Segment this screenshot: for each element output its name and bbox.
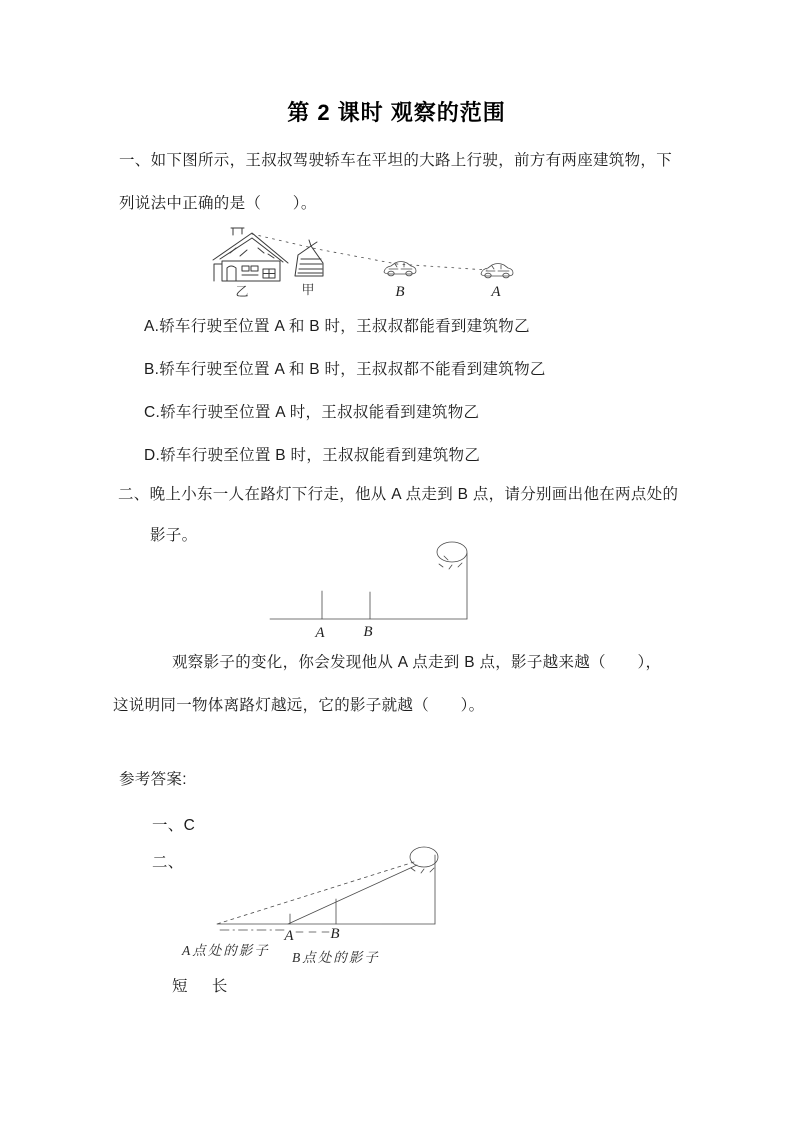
street-lamp-icon <box>410 847 438 924</box>
question1-figure <box>200 223 530 303</box>
light-ray-b <box>288 865 417 924</box>
shadow-b-caption: B点处的影子 <box>292 950 380 965</box>
label-car-a: A <box>491 284 501 300</box>
label-car-b: B <box>395 284 405 300</box>
car-a-icon <box>481 264 513 278</box>
answer2-figure <box>178 843 478 973</box>
house-near-icon <box>295 240 323 276</box>
question1-option-d: D.轿车行驶至位置 B 时，王叔叔能看到建筑物乙 <box>144 447 481 464</box>
car-b-icon <box>384 262 416 276</box>
sight-line-dashed <box>252 234 487 270</box>
question1-option-b: B.轿车行驶至位置 A 和 B 时，王叔叔都不能看到建筑物乙 <box>144 361 546 378</box>
house-far-icon <box>213 228 288 281</box>
answer-blank-1: 短 <box>172 978 188 995</box>
label-point-a: A <box>284 928 294 944</box>
question1-line1: 一、如下图所示，王叔叔驾驶轿车在平坦的大路上行驶，前方有两座建筑物，下 <box>119 152 673 169</box>
question1-option-c: C.轿车行驶至位置 A 时，王叔叔能看到建筑物乙 <box>144 404 480 421</box>
question2-line2: 影子。 <box>150 527 198 544</box>
answer-blank-2: 长 <box>211 978 228 995</box>
question1-option-a: A.轿车行驶至位置 A 和 B 时，王叔叔都能看到建筑物乙 <box>144 318 530 335</box>
answer-2-blanks <box>172 977 228 997</box>
shadow-a-caption: A点处的影子 <box>182 943 270 958</box>
answers-heading: 参考答案: <box>119 771 187 788</box>
question1-line2: 列说法中正确的是（ ）。 <box>119 195 317 212</box>
question2-fill-line1: 观察影子的变化，你会发现他从 A 点走到 B 点，影子越来越（ ）， <box>172 654 662 671</box>
label-point-b: B <box>363 624 373 640</box>
label-point-a: A <box>315 625 325 641</box>
label-building-near: 甲 <box>301 282 315 297</box>
answer-1: 一、C <box>152 817 196 834</box>
label-point-b: B <box>330 926 340 942</box>
answer-2-label: 二、 <box>152 854 184 871</box>
question2-fill-line2: 这说明同一物体离路灯越远，它的影子就越（ ）。 <box>113 697 485 714</box>
question2-figure <box>258 536 483 646</box>
label-building-far: 乙 <box>235 284 249 299</box>
street-lamp-icon <box>437 542 467 619</box>
light-ray-a-dashed <box>217 862 414 924</box>
page-title: 第 2 课时 观察的范围 <box>287 100 506 125</box>
question2-line1: 二、晚上小东一人在路灯下行走，他从 A 点走到 B 点，请分别画出他在两点处的 <box>118 486 679 503</box>
